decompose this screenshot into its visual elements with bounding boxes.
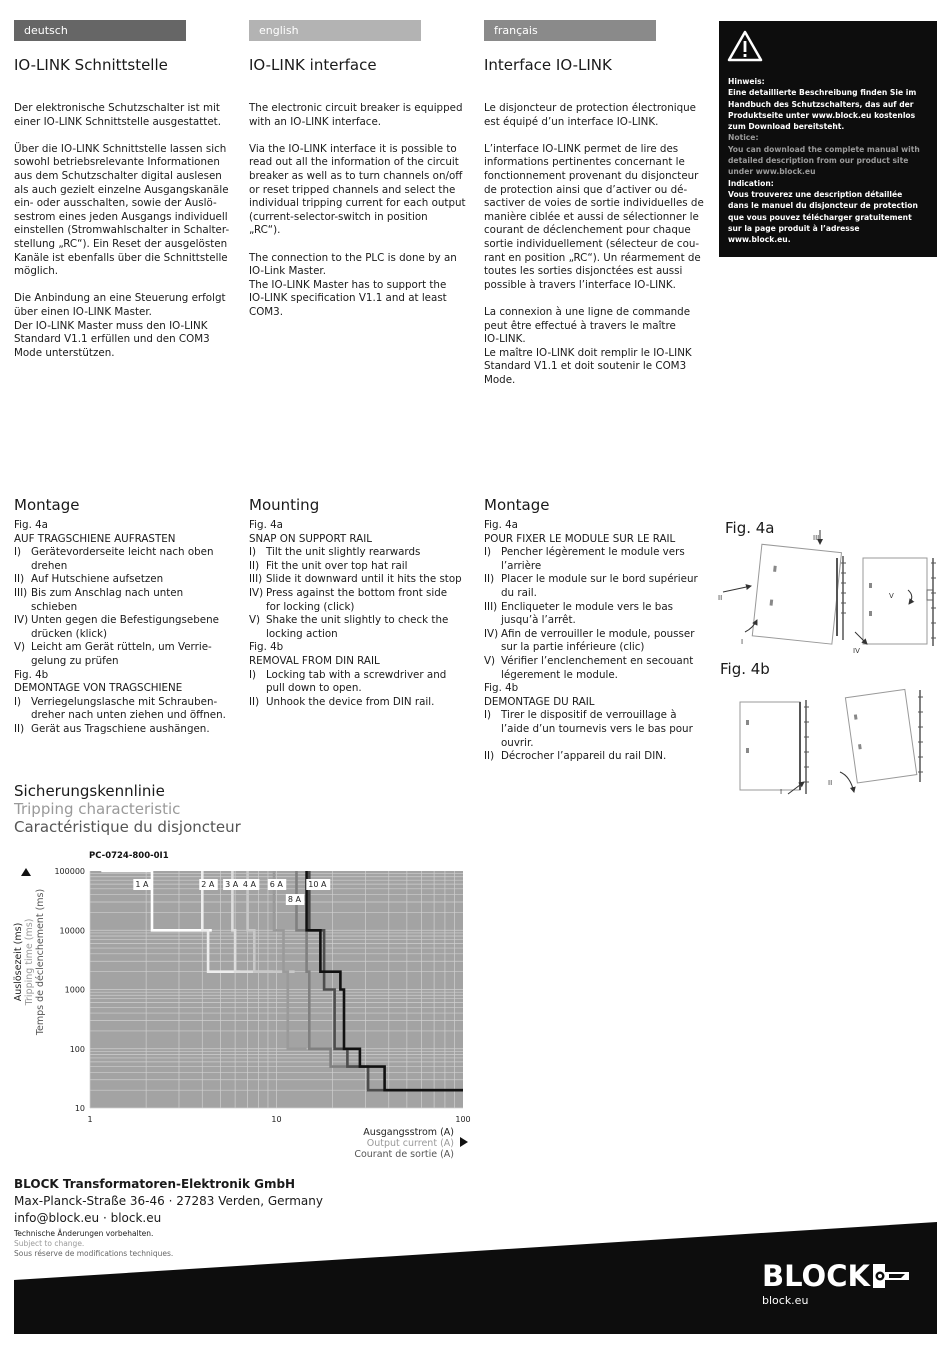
step-text: Afin de verrouiller le module, pousser sur la partie inférieure (clic): [501, 627, 695, 654]
mount-heading: AUF TRAGSCHIENE AUFRASTEN: [14, 532, 176, 545]
y-axis-label: Auslösezeit (ms): [13, 922, 24, 1002]
mount-step: [249, 669, 481, 696]
fig-ref-a: Fig. 4a: [484, 519, 518, 531]
series-label: 4 A: [242, 880, 256, 889]
mount-heading: POUR FIXER LE MODULE SUR LE RAIL: [484, 532, 676, 545]
step-text: Tilt the unit slightly rearwards: [266, 546, 421, 559]
chart-title: PC-0724-800-0I1: [89, 851, 169, 861]
fig4b-mark-2: II: [828, 779, 833, 787]
x-tick-label: 100: [455, 1115, 471, 1124]
step-text: Bis zum Anschlag nach unten schieben: [31, 586, 184, 613]
mounting-title-de: Montage: [14, 496, 80, 514]
title-de: IO-LINK Schnittstelle: [14, 56, 168, 74]
step-text: Auf Hutschiene aufsetzen: [31, 573, 164, 586]
step-text: Unhook the device from DIN rail.: [266, 695, 435, 708]
y-tick-label: 10: [74, 1104, 85, 1113]
tripping-title-de: Sicherungskennlinie: [14, 782, 165, 800]
step-text: Gerät aus Tragschiene aushängen.: [31, 722, 210, 735]
series-label: 10 A: [308, 880, 327, 889]
fig4a-mark-5: V: [889, 592, 894, 600]
notice-label: Notice:: [728, 133, 759, 143]
fig-ref-a: Fig. 4a: [14, 519, 48, 531]
step-number: V): [14, 641, 26, 654]
fig4a-mark-2: II: [718, 594, 723, 602]
intro-de: Der elektronische Schutzschalter ist mit einer IO-LINK Schnittstelle ausgestattet. Über die IO-LINK Schnittstelle lassen sich sowohl betriebsrelevante Informationen aus dem Schutzschalter digital auslesen als auch gezielt einzelne Ausgangskanäle ein- oder ausschalten, sowie der Auslö- sestrom eines jeden Ausgangs individuell einstellen (Stromwahlschalter in Schalter- stellung „RC“). Ein Reset der ausgelösten Kanäle ist ebenfalls über die Schnittstelle möglich. Die Anbindung an eine Steuerung erfolgt über einen IO-LINK Master. Der IO-LINK Master muss den IO-LINK Standard V1.1 erfüllen und den COM3 Mode unterstützen.: [14, 102, 230, 359]
step-number: III): [249, 573, 263, 586]
step-number: III): [14, 586, 28, 599]
step-number: IV): [484, 627, 499, 640]
y-tick-label: 10000: [59, 926, 85, 936]
x-axis-arrow-icon: [460, 1137, 468, 1147]
step-text: Locking tab with a screwdriver and pull down to open.: [266, 668, 447, 695]
tab-english: english: [249, 20, 421, 41]
mount-step: [14, 614, 246, 641]
notice-indication-label: Indication:: [728, 178, 774, 188]
step-number: V): [249, 614, 261, 627]
change-note-en: Subject to change.: [14, 1239, 85, 1248]
intro-en: The electronic circuit breaker is equipped with an IO-LINK interface. Via the IO-LINK interface it is possible to read out all the information of the circuit breaker as well as to turn channels on/off or reset tripped channels and select the individual tripping current for each output (current-selector-switch in position „RC“). The connection to the PLC is done by an IO-Link Master. The IO-LINK Master has to support the IO-LINK specification V1.1 and at least COM3.: [249, 102, 466, 318]
fig-ref-b: Fig. 4b: [14, 668, 49, 681]
tripping-chart: [0, 840, 480, 1170]
series-label: 1 A: [135, 880, 149, 889]
title-fr: Interface IO-LINK: [484, 56, 612, 74]
notice-hinweis-text: Eine detaillierte Beschreibung finden Sie im Handbuch des Schutzschalters, das auf der Produktseite unter www.block.eu kostenlos zum Download bereitsteht.: [728, 88, 917, 132]
step-text: Pencher légèrement le module vers l’arrière: [501, 546, 685, 572]
series-label: 3 A: [225, 880, 239, 889]
step-text: Unten gegen die Befestigungsebene drücken (klick): [31, 614, 219, 640]
tripping-title-en: Tripping characteristic: [14, 800, 181, 818]
y-tick-label: 100000: [54, 867, 85, 876]
notice-text: You can download the complete manual with detailed description from our product site under www.block.eu: [728, 144, 920, 177]
change-note-fr: Sous réserve de modifications techniques.: [14, 1249, 174, 1258]
notice-box: [719, 21, 937, 257]
mount-step: [249, 587, 481, 614]
mount-step: [249, 546, 481, 560]
step-text: Encliqueter le module vers le bas jusqu’à l’arrêt.: [501, 600, 674, 627]
x-tick-label: 1: [87, 1115, 93, 1124]
mount-step: [249, 560, 481, 574]
step-number: V): [484, 654, 496, 667]
block-logo-mark-icon: [871, 1262, 911, 1290]
mount-heading: DEMONTAGE VON TRAGSCHIENE: [14, 682, 183, 695]
step-text: Verriegelungslasche mit Schrauben- dreher nach unten ziehen und öffnen.: [31, 695, 226, 722]
mount-heading: DEMONTAGE DU RAIL: [484, 695, 595, 708]
step-number: I): [484, 546, 492, 559]
mount-step: [484, 709, 716, 750]
tab-deutsch: deutsch: [14, 20, 186, 41]
step-text: Leicht am Gerät rütteln, um Verrie- gelung zu prüfen: [31, 641, 212, 667]
mounting-title-fr: Montage: [484, 496, 550, 514]
tripping-title-fr: Caractéristique du disjoncteur: [14, 818, 241, 836]
fig4a-illustration: [715, 528, 940, 658]
x-tick-label: 10: [271, 1115, 282, 1124]
step-number: IV): [249, 586, 264, 599]
fig4b-mark-1: I: [780, 788, 783, 796]
mount-step: [484, 546, 716, 573]
y-axis-label: Temps de déclenchement (ms): [35, 888, 46, 1036]
company-address: Max-Planck-Straße 36-46 · 27283 Verden, Germany: [14, 1194, 323, 1208]
series-label: 6 A: [269, 880, 283, 889]
mount-step: [484, 573, 716, 600]
notice-indication-text: Vous trouverez une description détaillée dans le manuel du disjoncteur de protection que vous pouvez télécharger gratuitement sur la page produit à l’adresse www.block.eu.: [728, 189, 918, 245]
step-text: Press against the bottom front side for locking (click): [266, 586, 448, 613]
step-number: II): [249, 695, 260, 708]
block-logo: [762, 1259, 911, 1293]
warning-icon: [727, 30, 763, 62]
fig4a-label: Fig. 4a: [725, 519, 775, 537]
step-number: II): [14, 722, 25, 735]
intro-fr: Le disjoncteur de protection électronique est équipé d’un interface IO-LINK. L’interface IO-LINK permet de lire des informations pertinentes concernant le fonctionnement provenant du disjoncteur de protection ainsi que d’activer ou dé- sactiver de voies de sortie individuelles de manière ciblée et aussi de sélectionner le courant de déclenchement pour chaque sortie individuellement (sélecteur de cou- rant en position „RC“). Un réarmement de toutes les sorties disjonctées est aussi possible à travers l’interface IO-LINK. La connexion à une ligne de commande peut être effectué à travers le maître IO-LINK. Le maître IO-LINK doit remplir le IO-LINK Standard V1.1 et doit soutenir le COM3 Mode.: [484, 102, 704, 386]
mount-step: [484, 655, 716, 682]
block-url: block.eu: [762, 1294, 809, 1307]
mount-step: [249, 614, 481, 641]
mount-step: [14, 723, 246, 737]
notice-hinweis-label: Hinweis:: [728, 77, 765, 86]
step-number: II): [249, 559, 260, 572]
change-note-de: Technische Änderungen vorbehalten.: [14, 1229, 154, 1238]
mount-step: [14, 546, 246, 573]
step-number: III): [484, 600, 498, 613]
company-contact: info@block.eu · block.eu: [14, 1211, 162, 1225]
company-name: BLOCK Transformatoren-Elektronik GmbH: [14, 1177, 296, 1191]
mount-step: [14, 587, 246, 614]
mount-heading: REMOVAL FROM DIN RAIL: [249, 654, 380, 667]
mount-step: [484, 750, 716, 764]
fig4a-mark-3: III: [813, 534, 820, 542]
fig-ref-b: Fig. 4b: [484, 682, 519, 695]
x-axis-label: Courant de sortie (A): [354, 1149, 454, 1160]
mount-step: [14, 641, 246, 668]
series-label: 8 A: [287, 895, 301, 904]
step-number: II): [484, 750, 495, 763]
fig-ref-b: Fig. 4b: [249, 641, 284, 654]
fig4a-mark-4: IV: [853, 647, 860, 655]
y-axis-label: Tripping time (ms): [24, 918, 35, 1006]
step-text: Décrocher l’appareil du rail DIN.: [501, 750, 667, 763]
step-number: II): [14, 573, 25, 586]
series-label: 2 A: [201, 880, 215, 889]
mounting-en: [249, 496, 481, 709]
step-number: I): [249, 668, 257, 681]
mount-step: [484, 601, 716, 628]
y-axis-arrow-icon: [21, 868, 31, 876]
step-number: I): [484, 709, 492, 722]
mount-heading: SNAP ON SUPPORT RAIL: [249, 532, 372, 545]
step-text: Tirer le dispositif de verrouillage à l’aide d’un tournevis vers le bas pour ouvrir.: [501, 709, 693, 749]
step-text: Shake the unit slightly to check the locking action: [266, 614, 449, 640]
mount-step: [14, 573, 246, 587]
block-logo-text: BLOCK: [762, 1259, 870, 1293]
mounting-fr: [484, 496, 716, 764]
step-text: Placer le module sur le bord supérieur du rail.: [501, 573, 698, 599]
fig-ref-a: Fig. 4a: [249, 519, 283, 531]
fig4b-illustration: [720, 682, 940, 802]
y-tick-label: 1000: [64, 985, 85, 995]
mounting-de: [14, 496, 246, 737]
step-text: Vérifier l’enclenchement en secouant légerement le module.: [501, 654, 694, 681]
step-number: I): [14, 695, 22, 708]
tab-francais: français: [484, 20, 656, 41]
mounting-title-en: Mounting: [249, 496, 320, 514]
step-number: IV): [14, 614, 29, 627]
mount-step: [484, 628, 716, 655]
fig4b-label: Fig. 4b: [720, 660, 770, 678]
fig4a-mark-1: I: [741, 638, 744, 646]
step-text: Fit the unit over top hat rail: [266, 559, 408, 572]
step-number: I): [14, 546, 22, 559]
step-text: Slide it downward until it hits the stop: [266, 573, 462, 586]
mount-step: [249, 696, 481, 710]
y-tick-label: 100: [69, 1044, 85, 1054]
mount-step: [14, 696, 246, 723]
mount-step: [249, 573, 481, 587]
step-text: Gerätevorderseite leicht nach oben drehen: [31, 546, 214, 572]
x-axis-label: Output current (A): [366, 1138, 454, 1149]
step-number: I): [249, 546, 257, 559]
x-axis-label: Ausgangsstrom (A): [363, 1127, 454, 1138]
step-number: II): [484, 573, 495, 586]
title-en: IO-LINK interface: [249, 56, 377, 74]
